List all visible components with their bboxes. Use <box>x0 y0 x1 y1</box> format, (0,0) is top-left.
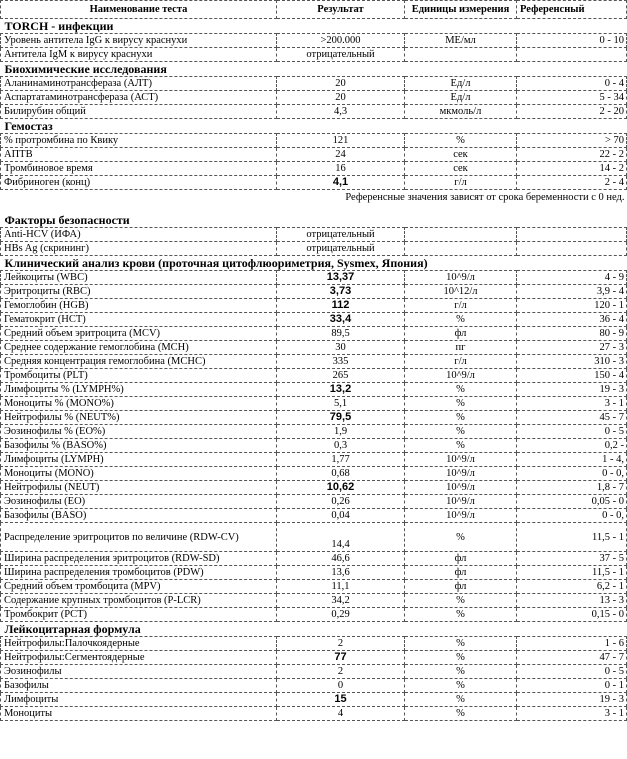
test-name: Среднее содержание гемоглобина (MCH) <box>1 341 277 355</box>
test-reference: 4 - 9 <box>517 271 627 285</box>
test-unit: фл <box>405 552 517 566</box>
test-result: 46,6 <box>277 552 405 566</box>
test-reference <box>517 48 627 62</box>
test-reference: 0 - 10 <box>517 34 627 48</box>
section-title-row <box>1 256 627 271</box>
table-row <box>1 327 627 341</box>
test-result: 265 <box>277 369 405 383</box>
test-result: 0,68 <box>277 467 405 481</box>
header-units: Единицы измерения <box>405 1 517 19</box>
table-row <box>1 105 627 119</box>
test-name: Билирубин общий <box>1 105 277 119</box>
section-title-row <box>1 62 627 77</box>
test-unit: % <box>405 425 517 439</box>
test-reference: 0,05 - 0 <box>517 495 627 509</box>
test-name: Тромбокрит (PCT) <box>1 608 277 622</box>
test-reference: 36 - 4 <box>517 313 627 327</box>
test-result: 11,1 <box>277 580 405 594</box>
table-row <box>1 552 627 566</box>
test-name: Эозинофилы % (EO%) <box>1 425 277 439</box>
test-unit: % <box>405 679 517 693</box>
test-name: Гемоглобин (HGB) <box>1 299 277 313</box>
test-name: Anti-HCV (ИФА) <box>1 228 277 242</box>
table-row <box>1 34 627 48</box>
section-title-row <box>1 19 627 34</box>
test-reference: 80 - 9 <box>517 327 627 341</box>
test-name: Средняя концентрация гемоглобина (MCHC) <box>1 355 277 369</box>
test-reference <box>517 228 627 242</box>
test-unit: Ед/л <box>405 91 517 105</box>
test-name: Эритроциты (RBC) <box>1 285 277 299</box>
test-name: Лимфоциты <box>1 693 277 707</box>
table-row <box>1 566 627 580</box>
test-result: 1,9 <box>277 425 405 439</box>
section-title: Факторы безопасности <box>4 212 130 227</box>
test-result: 89,5 <box>277 327 405 341</box>
test-unit: % <box>405 608 517 622</box>
test-name: Аспартатаминотрансфераза (АСТ) <box>1 91 277 105</box>
test-result: отрицательный <box>277 48 405 62</box>
table-row <box>1 425 627 439</box>
test-unit: % <box>405 411 517 425</box>
table-row <box>1 176 627 190</box>
test-reference <box>517 242 627 256</box>
test-result: 1,77 <box>277 453 405 467</box>
test-name: Ширина распределения эритроцитов (RDW-SD) <box>1 552 277 566</box>
test-name: Эозинофилы (EO) <box>1 495 277 509</box>
table-row <box>1 228 627 242</box>
table-row <box>1 467 627 481</box>
table-row <box>1 495 627 509</box>
test-name: Лимфоциты % (LYMPH%) <box>1 383 277 397</box>
test-reference: 0 - 0, <box>517 467 627 481</box>
test-unit: % <box>405 651 517 665</box>
table-row <box>1 411 627 425</box>
section-title-row <box>1 213 627 228</box>
test-reference: 14 - 2 <box>517 162 627 176</box>
table-row <box>1 242 627 256</box>
test-reference: 22 - 2 <box>517 148 627 162</box>
section-gap-cell <box>1 204 627 213</box>
test-name: Лейкоциты (WBC) <box>1 271 277 285</box>
test-result: 10,62 <box>277 481 405 495</box>
test-reference: 0 - 4 <box>517 77 627 91</box>
test-reference: 120 - 1 <box>517 299 627 313</box>
results-body <box>1 19 627 721</box>
test-result: 16 <box>277 162 405 176</box>
test-reference: 6,2 - 1 <box>517 580 627 594</box>
table-row <box>1 651 627 665</box>
test-result: 3,73 <box>277 285 405 299</box>
test-name: Содержание крупных тромбоцитов (P-LCR) <box>1 594 277 608</box>
test-name: Уровень антитела IgG к вирусу краснухи <box>1 34 277 48</box>
test-name: Базофилы (BASO) <box>1 509 277 523</box>
table-row <box>1 397 627 411</box>
table-row <box>1 453 627 467</box>
section-title: Биохимические исследования <box>4 61 167 76</box>
test-result: 0,26 <box>277 495 405 509</box>
test-reference: 0 - 5 <box>517 665 627 679</box>
test-result: 13,2 <box>277 383 405 397</box>
test-result: 2 <box>277 665 405 679</box>
table-row <box>1 148 627 162</box>
test-unit: фл <box>405 566 517 580</box>
table-row <box>1 439 627 453</box>
section-title-row <box>1 119 627 134</box>
test-result: 24 <box>277 148 405 162</box>
section-title-row <box>1 622 627 637</box>
test-name: Моноциты % (MONO%) <box>1 397 277 411</box>
test-unit: 10^9/л <box>405 509 517 523</box>
test-result: 13,6 <box>277 566 405 580</box>
test-reference: 3 - 1 <box>517 397 627 411</box>
test-name: Тромбиновое время <box>1 162 277 176</box>
test-unit <box>405 228 517 242</box>
test-reference: 2 - 20 <box>517 105 627 119</box>
test-unit: сек <box>405 162 517 176</box>
test-result: 77 <box>277 651 405 665</box>
test-name: HBs Ag (скрининг) <box>1 242 277 256</box>
test-name: Антитела IgM к вирусу краснухи <box>1 48 277 62</box>
test-unit: % <box>405 637 517 651</box>
test-reference: 3,9 - 4 <box>517 285 627 299</box>
table-row <box>1 341 627 355</box>
test-name: Лимфоциты (LYMPH) <box>1 453 277 467</box>
test-result: 4,1 <box>277 176 405 190</box>
test-name: Моноциты (MONO) <box>1 467 277 481</box>
table-row <box>1 637 627 651</box>
section-title: Клинический анализ крови (проточная цитофлюориметрия, Sysmex, Япония) <box>4 255 428 270</box>
test-reference: 11,5 - 1 <box>517 566 627 580</box>
test-unit: 10^9/л <box>405 467 517 481</box>
test-name: Средний объем тромбоцита (MPV) <box>1 580 277 594</box>
test-result: 121 <box>277 134 405 148</box>
test-reference: 1 - 4, <box>517 453 627 467</box>
test-name: Тромбоциты (PLT) <box>1 369 277 383</box>
test-name: Эозинофилы <box>1 665 277 679</box>
test-name: Гематокрит (HCT) <box>1 313 277 327</box>
table-row <box>1 162 627 176</box>
test-result: 112 <box>277 299 405 313</box>
test-reference: 5 - 34 <box>517 91 627 105</box>
test-result: 0,04 <box>277 509 405 523</box>
table-row <box>1 509 627 523</box>
table-row <box>1 523 627 552</box>
header-reference: Референсный <box>517 1 627 19</box>
test-unit: фл <box>405 580 517 594</box>
test-reference: 27 - 3 <box>517 341 627 355</box>
table-row <box>1 608 627 622</box>
test-name: Базофилы % (BASO%) <box>1 439 277 453</box>
test-unit: 10^12/л <box>405 285 517 299</box>
test-reference: 47 - 7 <box>517 651 627 665</box>
test-reference: 0,15 - 0 <box>517 608 627 622</box>
test-reference: 150 - 4 <box>517 369 627 383</box>
test-unit: % <box>405 707 517 721</box>
table-row <box>1 77 627 91</box>
test-name: Нейтрофилы:Палочкоядерные <box>1 637 277 651</box>
table-row <box>1 134 627 148</box>
test-result: 2 <box>277 637 405 651</box>
test-unit: МЕ/мл <box>405 34 517 48</box>
test-reference: 11,5 - 1 <box>517 523 627 552</box>
test-result: 0,3 <box>277 439 405 453</box>
test-unit: % <box>405 665 517 679</box>
test-result: 335 <box>277 355 405 369</box>
header-result: Результат <box>277 1 405 19</box>
test-reference: 19 - 3 <box>517 693 627 707</box>
table-row <box>1 383 627 397</box>
table-row <box>1 369 627 383</box>
test-unit: % <box>405 313 517 327</box>
section-title: TORCH - инфекции <box>4 18 114 33</box>
section-gap <box>1 204 627 213</box>
table-row <box>1 580 627 594</box>
test-unit: 10^9/л <box>405 369 517 383</box>
test-unit: мкмоль/л <box>405 105 517 119</box>
table-row <box>1 665 627 679</box>
test-name: Базофилы <box>1 679 277 693</box>
test-reference: 45 - 7 <box>517 411 627 425</box>
test-reference: > 70 <box>517 134 627 148</box>
test-name: Фибриноген (конц) <box>1 176 277 190</box>
test-result: отрицательный <box>277 242 405 256</box>
test-name: Моноциты <box>1 707 277 721</box>
test-unit: г/л <box>405 355 517 369</box>
table-row <box>1 707 627 721</box>
test-unit: фл <box>405 327 517 341</box>
table-row <box>1 481 627 495</box>
test-unit: % <box>405 134 517 148</box>
test-unit: г/л <box>405 176 517 190</box>
test-unit: 10^9/л <box>405 481 517 495</box>
test-name: АПТВ <box>1 148 277 162</box>
test-name: Средний объем эритроцита (MCV) <box>1 327 277 341</box>
reference-note-row <box>1 190 627 205</box>
test-unit: 10^9/л <box>405 453 517 467</box>
header-test-name: Наименование теста <box>1 1 277 19</box>
test-name: Нейтрофилы % (NEUT%) <box>1 411 277 425</box>
test-result: 33,4 <box>277 313 405 327</box>
table-row <box>1 355 627 369</box>
test-reference: 3 - 1 <box>517 707 627 721</box>
table-row <box>1 91 627 105</box>
test-reference: 19 - 3 <box>517 383 627 397</box>
table-row <box>1 313 627 327</box>
test-result: 14,4 <box>277 523 405 552</box>
test-reference: 13 - 3 <box>517 594 627 608</box>
test-reference: 1 - 6 <box>517 637 627 651</box>
test-unit: % <box>405 594 517 608</box>
test-name: Нейтрофилы:Сегментоядерные <box>1 651 277 665</box>
table-header-row <box>1 1 627 19</box>
test-unit: % <box>405 383 517 397</box>
table-row <box>1 679 627 693</box>
test-result: 79,5 <box>277 411 405 425</box>
test-result: 0 <box>277 679 405 693</box>
test-name: Нейтрофилы (NEUT) <box>1 481 277 495</box>
test-reference: 37 - 5 <box>517 552 627 566</box>
test-unit: г/л <box>405 299 517 313</box>
test-unit: 10^9/л <box>405 495 517 509</box>
table-row <box>1 594 627 608</box>
test-unit: % <box>405 439 517 453</box>
test-result: 20 <box>277 91 405 105</box>
test-result: 4 <box>277 707 405 721</box>
test-result: 20 <box>277 77 405 91</box>
test-result: >200.000 <box>277 34 405 48</box>
test-name: % протромбина по Квику <box>1 134 277 148</box>
test-result: 34,2 <box>277 594 405 608</box>
table-row <box>1 48 627 62</box>
test-reference: 2 - 4 <box>517 176 627 190</box>
test-unit: пг <box>405 341 517 355</box>
test-reference: 0 - 0, <box>517 509 627 523</box>
table-row <box>1 299 627 313</box>
test-result: 30 <box>277 341 405 355</box>
table-row <box>1 271 627 285</box>
section-title: Гемостаз <box>4 118 53 133</box>
test-unit: % <box>405 693 517 707</box>
test-unit: % <box>405 397 517 411</box>
test-result: 15 <box>277 693 405 707</box>
test-name: Аланинаминотрансфераза (АЛТ) <box>1 77 277 91</box>
test-result: 0,29 <box>277 608 405 622</box>
reference-note: Референсные значения зависят от срока беременности с 0 нед. <box>345 191 625 203</box>
test-result: отрицательный <box>277 228 405 242</box>
test-unit: 10^9/л <box>405 271 517 285</box>
test-unit <box>405 242 517 256</box>
test-reference: 0 - 1 <box>517 679 627 693</box>
test-name: Распределение эритроцитов по величине (RDW-CV) <box>1 523 277 552</box>
test-reference: 310 - 3 <box>517 355 627 369</box>
test-reference: 0,2 - <box>517 439 627 453</box>
table-row <box>1 693 627 707</box>
test-unit <box>405 48 517 62</box>
test-unit: сек <box>405 148 517 162</box>
test-result: 4,3 <box>277 105 405 119</box>
test-name: Ширина распределения тромбоцитов (PDW) <box>1 566 277 580</box>
test-reference: 1,8 - 7 <box>517 481 627 495</box>
test-result: 5,1 <box>277 397 405 411</box>
test-result: 13,37 <box>277 271 405 285</box>
section-title: Лейкоцитарная формула <box>4 621 141 636</box>
table-row <box>1 285 627 299</box>
test-unit: % <box>405 523 517 552</box>
test-unit: Ед/л <box>405 77 517 91</box>
test-reference: 0 - 5 <box>517 425 627 439</box>
